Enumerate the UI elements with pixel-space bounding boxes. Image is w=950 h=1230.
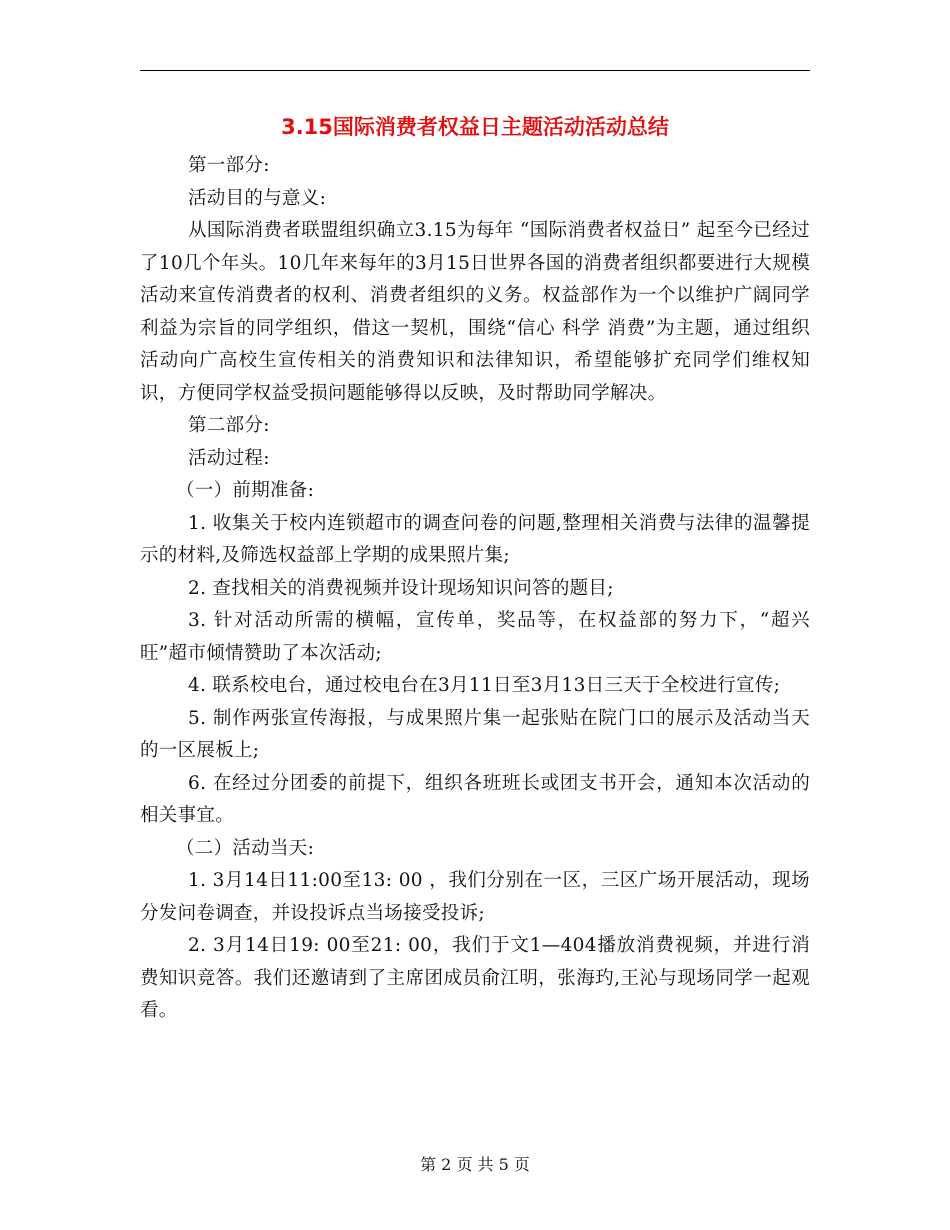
- subsection-heading: （二）活动当天:: [176, 837, 315, 859]
- list-item: 6. 在经过分团委的前提下，组织各班班长或团支书开会，通知本次活动的相关事宜。: [140, 772, 810, 826]
- header-rule: [140, 70, 810, 71]
- subsection-heading: （一）前期准备:: [176, 480, 315, 501]
- list-item: 3. 针对活动所需的横幅，宣传单，奖品等，在权益部的努力下，“超兴旺”超市倾情赞助了本次活动;: [140, 610, 810, 664]
- section-heading: 第一部分:: [188, 155, 270, 176]
- list-item: 2. 查找相关的消费视频并设计现场知识问答的题目;: [188, 577, 614, 599]
- page-footer: 第 2 页 共 5 页: [420, 1155, 530, 1174]
- document-title: 3.15国际消费者权益日主题活动活动总结: [281, 115, 669, 139]
- section-subheading: 活动目的与意义:: [188, 187, 327, 209]
- section-subheading: 活动过程:: [188, 447, 270, 469]
- section-heading: 第二部分:: [188, 415, 270, 436]
- list-item: 1. 收集关于校内连锁超市的调查问卷的问题,整理相关消费与法律的温馨提示的材料,及筛选权益部上学期的成果照片集;: [140, 512, 810, 566]
- list-item: 2. 3月14日19: 00至21: 00，我们于文1—404播放消费视频，并进行消费知识竞答。我们还邀请到了主席团成员俞江明，张海玓,王沁与现场同学一起观看。: [140, 935, 810, 1021]
- list-item: 5. 制作两张宣传海报，与成果照片集一起张贴在院门口的展示及活动当天的一区展板上;: [140, 707, 810, 761]
- list-item: 1. 3月14日11:00至13: 00 ，我们分别在一区，三区广场开展活动，现场分发问卷调查，并设投诉点当场接受投诉;: [140, 870, 810, 924]
- list-item: 4. 联系校电台，通过校电台在3月11日至3月13日三天于全校进行宣传;: [188, 675, 781, 696]
- document-body: [140, 150, 810, 1028]
- body-paragraph: 从国际消费者联盟组织确立3.15为每年 “国际消费者权益日” 起至今已经过了10几个年头。10几年来每年的3月15日世界各国的消费者组织都要进行大规模活动来宣传消费者的权利、消费者组织的义务。权益部作为一个以维护广阔同学利益为宗旨的同学组织，借这一契机，围绕“信心 科学 消费”为主题，通过组织活动向广高校生宣传相关的消费知识和法律知识，希望能够扩充同学们维权知识，方便同学权益受损问题能够得以反映，及时帮助同学解决。: [140, 220, 810, 404]
